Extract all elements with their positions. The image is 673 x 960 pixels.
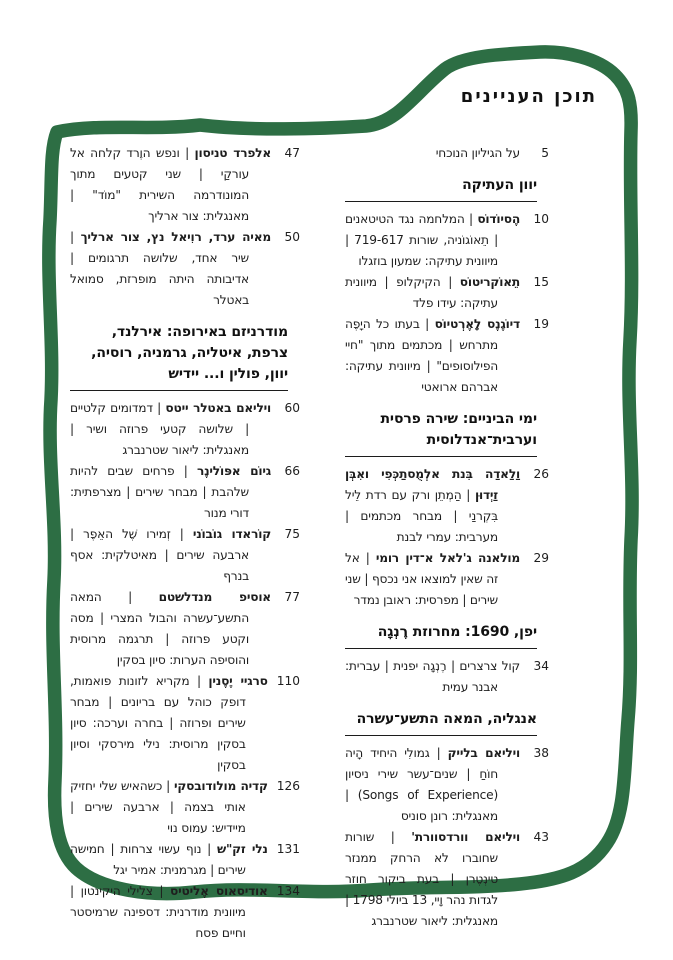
toc-section-header: יפן, 1690: מחרוזת רֶנְגָה	[345, 622, 537, 649]
toc-entry-details: | זְמירו שֶׁל האֵפֶר | ארבעה שירים | מאיטלקית: אסף בנרף	[70, 527, 249, 583]
toc-entry-author: ויליאם בלייק	[447, 746, 520, 760]
toc-entry-text	[345, 464, 520, 548]
toc-entry-details: קול צרצרים | רֶנְגָה יפנית | עברית: אבנר עמית	[345, 659, 520, 694]
toc-entry	[345, 209, 549, 272]
toc-entry-details: | דמדומים קלטיים | שלושה קטעי פרוזה ושיר | מאנגלית: ליאור שטרנברג	[70, 401, 249, 457]
toc-entry-text	[70, 398, 271, 461]
toc-entry-details: | המאה התשע־עשרה והבול המצרי | מסה וקטע פרוזה | תרגמה מרוסית והוסיפה הערות: סיון בסקין	[70, 590, 249, 667]
toc-entry-author: סרגיי יֶסֶנין	[208, 674, 268, 688]
toc-entry-author: וַלַאדַה בִּנת אלְמֻסתַכְּפִי ואִבְּן זַיְדוּן	[345, 467, 520, 502]
toc-entry-details: | הַמְתֵן ורק עם רדת לֵיל בִּקְרנַי | מבחר מכתמים | מערבית: עמרי לבנת	[345, 488, 498, 544]
toc-column-right	[345, 143, 549, 932]
toc-entry	[70, 587, 300, 671]
toc-entry-details: | שיר אחד, שלושה תרגומים | אדיבותה היתה מופרזת, סמואל באטלר	[70, 230, 249, 307]
toc-section-header: מודרניזם באירופה: אירלנד, צרפת, איטליה, גרמניה, רוסיה, יוון, פולין ו... יידיש	[70, 322, 288, 391]
toc-entry	[345, 656, 549, 698]
toc-entry-author: אודיסאוס אֶליטיס	[170, 884, 268, 898]
toc-entry-author: דיוֹגֶנֶס לָאֶרְטיוֹס	[434, 317, 520, 331]
toc-entry	[345, 314, 549, 398]
toc-column-left	[70, 143, 300, 944]
toc-page-number: 10	[533, 212, 549, 226]
toc-entry-text	[70, 143, 271, 227]
toc-section-header: יוון העתיקה	[345, 175, 537, 202]
toc-page-number: 19	[533, 317, 549, 331]
toc-entry-text	[70, 587, 271, 671]
toc-entry-author: מולאנה ג'לאל א־דין רומי	[375, 551, 520, 565]
toc-entry-text	[70, 839, 268, 881]
toc-entry-details: | ונפש הוֶרד קלחה אל עורקַי | שני קטעים מתוך המונודרמה השירית "מוֹד" | מאנגלית: צור ארליך	[70, 146, 249, 223]
toc-entry	[70, 461, 300, 524]
toc-page-number: 5	[541, 146, 549, 160]
toc-content	[70, 84, 597, 944]
toc-page-number: 29	[533, 551, 549, 565]
toc-entry	[70, 881, 300, 944]
toc-page-number: 26	[533, 467, 549, 481]
toc-columns	[70, 143, 549, 944]
toc-page-number: 77	[284, 590, 300, 604]
toc-entry-author: אלפרד טניסון	[194, 146, 272, 160]
toc-entry-author: אוסיפ מנדלשטם	[158, 590, 271, 604]
toc-page-number: 134	[276, 884, 300, 898]
toc-entry-text	[345, 827, 520, 932]
toc-entry-details: על הגיליון הנוכחי	[435, 146, 520, 160]
toc-entry-text	[70, 227, 271, 311]
toc-page-number: 75	[284, 527, 300, 541]
toc-page-number: 126	[276, 779, 300, 793]
toc-section-header: אנגליה, המאה התשע־עשרה	[345, 709, 537, 736]
toc-entry-text	[345, 209, 520, 272]
toc-entry-text	[345, 143, 520, 164]
toc-entry	[70, 776, 300, 839]
toc-page-number: 110	[276, 674, 300, 688]
toc-entry	[345, 272, 549, 314]
toc-entry-author: גיוֹם אפּוֹלינֶר	[196, 464, 271, 478]
toc-entry	[345, 464, 549, 548]
toc-entry-details: | שורות שחוברו לא הרחק ממנזר טינְטֶרן | בעת ביקור חוזר לגדות נהר וָיי, 13 ביולי 1798 | מאנגלית: ליאור שטרנברג	[345, 830, 498, 928]
toc-entry-author: הֶסיוֹדוֹס	[477, 212, 520, 226]
toc-entry-author: קוֹראדו גוֹבוֹני	[192, 527, 271, 541]
toc-entry-author: תֵאוֹקריטוֹס	[459, 275, 520, 289]
toc-entry	[70, 143, 300, 227]
toc-entry-text	[70, 776, 268, 839]
toc-entry-details: | כשהאיש שלי יחזיק אותי בצמה | ארבעה שירים | מיידיש: עמוס נוי	[70, 779, 246, 835]
toc-entry-details: | המלחמה נגד הטיטאנים | תֵאוֹגוֹניה, שורות 719-617 | מיוונית עתיקה: שמעון בוזגלו	[345, 212, 498, 268]
toc-entry	[345, 827, 549, 932]
toc-page-number: 50	[284, 230, 300, 244]
toc-entry	[70, 227, 300, 311]
toc-entry	[345, 548, 549, 611]
toc-page-number: 47	[284, 146, 300, 160]
toc-entry-author: מאיה ערד, רוִיאל נץ, צור ארליך	[80, 230, 271, 244]
toc-entry-details: | נוף עשוי צרחות | חמישה שירים | מגרמנית: אמיר יגל	[70, 842, 246, 877]
toc-entry-text	[70, 671, 268, 776]
toc-page-number: 43	[533, 830, 549, 844]
toc-entry	[70, 839, 300, 881]
toc-entry	[70, 398, 300, 461]
toc-entry-text	[345, 656, 520, 698]
toc-entry	[345, 143, 549, 164]
toc-entry-details: | בעתו כל היָפֶה מתרחש | מכתמים מתוך "חיי הפילוסופים" | מיוונית עתיקה: אברהם ארואטי	[345, 317, 498, 394]
toc-entry	[70, 671, 300, 776]
toc-page-number: 60	[284, 401, 300, 415]
toc-entry-details: | הקיקלופ | מיוונית עתיקה: עידו פלד	[345, 275, 498, 310]
toc-entry-details: | אל זה שאין למוצאו אני נכסף | שני שירים | מפרסית: ראובן נמדר	[345, 551, 498, 607]
toc-entry	[345, 743, 549, 827]
toc-entry-author: ויליאם וורדסוורת'	[411, 830, 520, 844]
toc-entry-details: | מקריא לזונות פואמות, דופק כוהל עם בריונים | מבחר שירים ופרוזה | בחרה וערכה: סיון בסקין מרוסית: נילי מירסקי וסיון בסקין	[70, 674, 246, 772]
toc-entry-details: | גמולִי היחיד הָיה חוֹחַ | שנים־עשר שירי ניסיון (Songs of Experience) | מאנגלית: רונן סוניס	[345, 746, 498, 823]
toc-page-number: 131	[276, 842, 300, 856]
toc-entry-author: נלי זק"ש	[216, 842, 268, 856]
toc-entry-text	[345, 314, 520, 398]
toc-page-number: 15	[533, 275, 549, 289]
toc-section-header: ימי הביניים: שירה פרסית וערבית־אנדלוסית	[345, 409, 537, 457]
toc-entry-author: ויליאם באטלר ייטס	[165, 401, 271, 415]
toc-page-number: 34	[533, 659, 549, 673]
toc-entry-text	[345, 272, 520, 314]
toc-entry-text	[345, 743, 520, 827]
toc-entry-text	[70, 881, 268, 944]
toc-entry-text	[345, 548, 520, 611]
toc-entry-text	[70, 461, 271, 524]
toc-entry-author: קדיה מולודובסקי	[173, 779, 268, 793]
page-title: תוכן העניינים	[460, 86, 597, 107]
toc-entry-details: | צלילי היקינטון | מיוונית מודרנית: דספינה שרמיסטר וחיים פסח	[70, 884, 246, 940]
toc-page-number: 66	[284, 464, 300, 478]
toc-entry	[70, 524, 300, 587]
toc-page-number: 38	[533, 746, 549, 760]
toc-entry-details: | פרחים שבים להיות שלהבת | מבחר שירים | מצרפתית: דורי מנור	[70, 464, 249, 520]
toc-entry-text	[70, 524, 271, 587]
